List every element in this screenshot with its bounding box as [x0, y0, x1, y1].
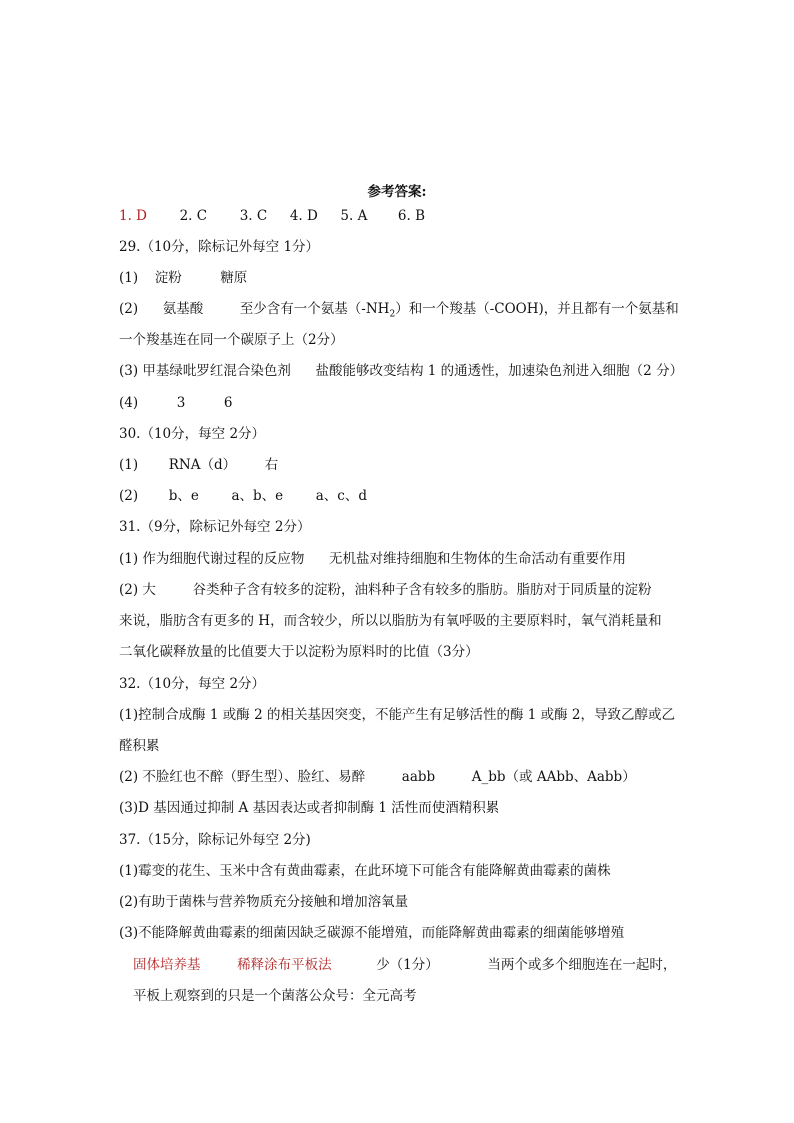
answer-number: (1)	[119, 551, 139, 567]
answer-part: 甲基绿吡罗红混合染色剂	[142, 363, 291, 379]
q37-answer-3: (3)不能降解黄曲霉素的细菌因缺乏碳源不能增殖，而能降解黄曲霉素的细菌能够增殖	[119, 925, 625, 941]
answer-part: 3	[176, 395, 186, 411]
mc-answer-1: 1. D	[119, 208, 147, 224]
q29-answer-4	[119, 394, 233, 412]
answer-number: (1)	[119, 270, 139, 286]
q30-answer-2	[119, 487, 367, 505]
answer-number: (2)	[119, 582, 139, 598]
q37-answer-1: (1)霉变的花生、玉米中含有黄曲霉素，在此环境下可能含有能降解黄曲霉素的菌株	[119, 863, 611, 879]
answer-part: aabb	[401, 769, 436, 785]
mc-answers	[119, 207, 425, 225]
mc-answer-3: 3. C	[239, 208, 268, 224]
answer-part: 不脸红也不醉（野生型）、脸红、易醉	[142, 769, 366, 785]
q31-answer-2-cont: 来说，脂肪含有更多的 H，而含较少，所以以脂肪为有氧呼吸的主要原料时，氧气消耗量和	[119, 613, 662, 629]
mc-answer-4: 4. D	[289, 208, 318, 224]
answer-part: 稀释涂布平板法	[237, 957, 332, 973]
answer-part: b、e	[168, 488, 199, 504]
q32-answer-1: (1)控制合成酶 1 或酶 2 的相关基因突变，不能产生有足够活性的酶 1 或酶 2，导致乙醇或乙	[119, 707, 676, 723]
q37-answer-4-cont: 平板上观察到的只是一个菌落公众号：全元高考	[133, 988, 417, 1004]
q31-answer-2	[119, 581, 652, 599]
q30-answer-1	[119, 456, 278, 474]
answer-part: 当两个或多个细胞连在一起时，	[487, 957, 677, 973]
answer-number: (1)	[119, 457, 139, 473]
q29-answer-2-cont: 一个羧基连在同一个碳原子上（2分）	[119, 332, 344, 348]
answer-part: 至少含有一个氨基（-NH	[239, 301, 390, 317]
page-title: 参考答案:	[367, 184, 427, 200]
mc-answer-5: 5. A	[340, 208, 368, 224]
answer-part: a、c、d	[315, 488, 367, 504]
answer-part: 作为细胞代谢过程的反应物	[142, 551, 305, 567]
q31-answer-1	[119, 550, 626, 568]
answer-part: 无机盐对维持细胞和生物体的生命活动有重要作用	[329, 551, 627, 567]
subscript: 2	[389, 309, 396, 320]
q29-answer-3	[119, 362, 683, 380]
answer-part: 盐酸能够改变结构 1 的通透性，加速染色剂进入细胞（2 分）	[315, 363, 684, 379]
mc-answer-2: 2. C	[179, 208, 208, 224]
answer-part: A_bb（或 AAbb、Aabb）	[471, 769, 636, 785]
answer-part: 淀粉	[154, 270, 182, 286]
answer-part: 固体培养基	[133, 957, 201, 973]
answer-part: RNA（d）	[168, 457, 237, 473]
answer-part: 糖原	[220, 270, 248, 286]
answer-part: 6	[223, 395, 233, 411]
q31-header: 31.（9分，除标记外每空 2分）	[119, 519, 311, 535]
answer-part: 氨基酸	[162, 301, 204, 317]
answer-part: 大	[142, 582, 156, 598]
q32-answer-2	[119, 768, 636, 786]
q32-header: 32.（10分，每空 2分）	[119, 676, 266, 692]
answer-number: (3)	[119, 363, 139, 379]
answer-part: 右	[264, 457, 279, 473]
answer-part: a、b、e	[231, 488, 284, 504]
q32-answer-1-cont: 醛积累	[119, 738, 160, 754]
q29-answer-2	[119, 300, 679, 324]
answer-number: (2)	[119, 488, 139, 504]
q29-header: 29.（10分，除标记外每空 1分）	[119, 239, 320, 255]
answer-number: (2)	[119, 301, 139, 317]
answer-part: 谷类种子含有较多的淀粉，油料种子含有较多的脂肪。脂肪对于同质量的淀粉	[192, 582, 652, 598]
q30-header: 30.（10分，每空 2分）	[119, 426, 266, 442]
answer-number: (2)	[119, 769, 139, 785]
answer-part: 少（1分）	[376, 957, 439, 973]
q37-answer-2: (2)有助于菌株与营养物质充分接触和增加溶氧量	[119, 894, 409, 910]
answer-number: (4)	[119, 395, 139, 411]
q31-answer-2-cont2: 二氧化碳释放量的比值要大于以淀粉为原料时的比值（3分）	[119, 644, 479, 660]
q32-answer-3: (3)D 基因通过抑制 A 基因表达或者抑制酶 1 活性而使酒精积累	[119, 800, 500, 816]
answer-part: ）和一个羧基（-COOH)，并且都有一个氨基和	[395, 301, 679, 317]
q37-answer-4	[133, 956, 676, 974]
q37-header: 37.（15分，除标记外每空 2分)	[119, 832, 311, 848]
mc-answer-6: 6. B	[397, 208, 426, 224]
q29-answer-1	[119, 269, 247, 287]
